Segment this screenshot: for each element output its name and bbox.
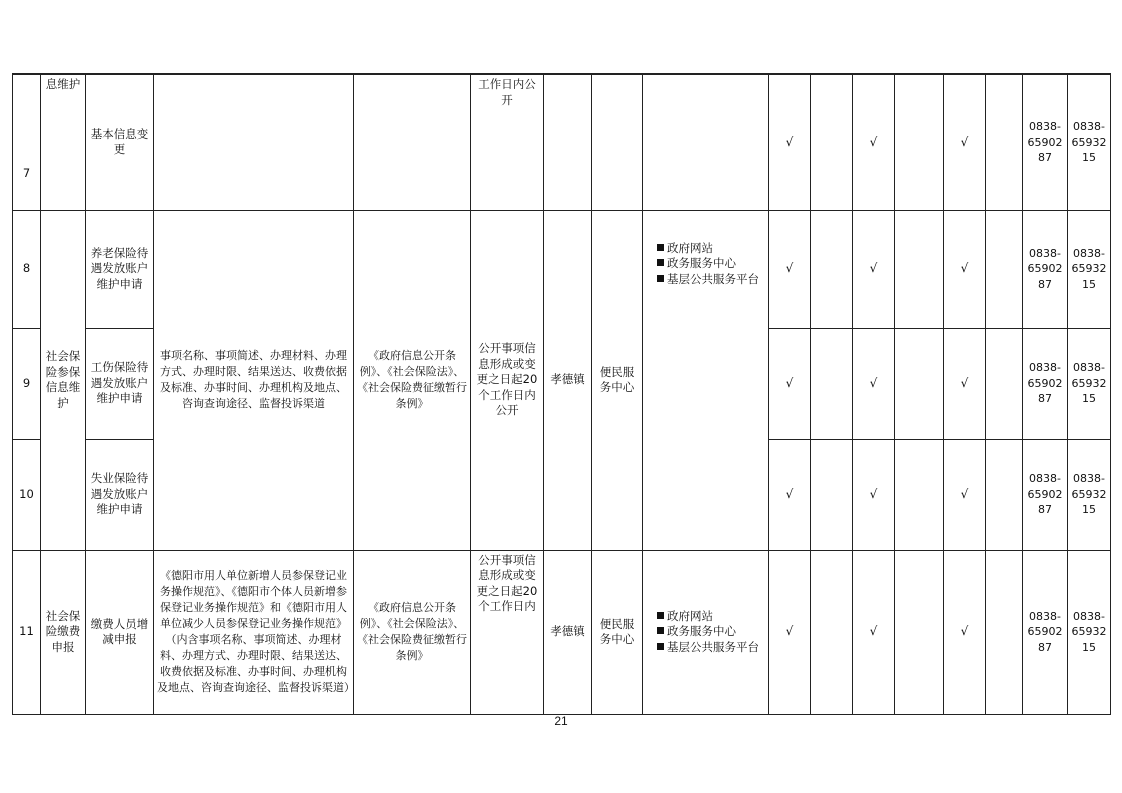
square-bullet-icon	[657, 244, 664, 251]
phone-number: 0838-6590287	[1023, 550, 1068, 714]
empty-cell	[986, 550, 1023, 714]
phone-number: 0838-6593215	[1068, 74, 1111, 210]
content-cell: 事项名称、事项简述、办理材料、办理方式、办理时限、结果送达、收费依据及标准、办事时间、办理机构及地点、咨询查询途径、监督投诉渠道	[154, 210, 354, 550]
channel-item: 基层公共服务平台	[657, 640, 765, 656]
check-mark: √	[853, 328, 895, 439]
form-cell	[592, 74, 643, 210]
channel-item: 政府网站	[657, 241, 765, 257]
content-cell	[154, 74, 354, 210]
table-row	[13, 210, 1111, 328]
empty-cell	[811, 550, 853, 714]
square-bullet-icon	[657, 627, 664, 634]
disclosure-table	[12, 73, 1111, 715]
empty-cell	[986, 328, 1023, 439]
check-mark: √	[944, 328, 986, 439]
form-cell: 便民服务中心	[592, 550, 643, 714]
phone-number: 0838-6593215	[1068, 210, 1111, 328]
check-mark: √	[769, 439, 811, 550]
square-bullet-icon	[657, 612, 664, 619]
item-cell: 工伤保险待遇发放账户维护申请	[86, 328, 154, 439]
check-mark: √	[769, 74, 811, 210]
square-bullet-icon	[657, 259, 664, 266]
category-cell: 息维护	[41, 74, 86, 210]
empty-cell	[986, 439, 1023, 550]
check-mark: √	[853, 210, 895, 328]
row-number: 9	[13, 328, 41, 439]
check-mark: √	[944, 74, 986, 210]
empty-cell	[986, 74, 1023, 210]
channel-cell	[643, 550, 769, 714]
check-mark: √	[944, 210, 986, 328]
empty-cell	[895, 210, 944, 328]
basis-cell: 《政府信息公开条例》、《社会保险法》、《社会保险费征缴暂行条例》	[354, 210, 471, 550]
page-number: 21	[554, 714, 568, 728]
channel-item: 基层公共服务平台	[657, 272, 765, 288]
subject-cell: 孝德镇	[544, 550, 592, 714]
check-mark: √	[944, 439, 986, 550]
row-number: 7	[13, 74, 41, 210]
time-limit-cell: 工作日内公开	[471, 74, 544, 210]
check-mark: √	[853, 550, 895, 714]
category-cell: 社会保险参保信息维护	[41, 210, 86, 550]
empty-cell	[811, 439, 853, 550]
item-cell: 养老保险待遇发放账户维护申请	[86, 210, 154, 328]
empty-cell	[895, 439, 944, 550]
empty-cell	[895, 328, 944, 439]
basis-cell	[354, 74, 471, 210]
phone-number: 0838-6590287	[1023, 439, 1068, 550]
table-row	[13, 550, 1111, 714]
phone-number: 0838-6590287	[1023, 210, 1068, 328]
subject-cell: 孝德镇	[544, 210, 592, 550]
channel-item: 政务服务中心	[657, 624, 765, 640]
check-mark: √	[769, 210, 811, 328]
channel-item: 政府网站	[657, 609, 765, 625]
table-row	[13, 74, 1111, 210]
row-number: 10	[13, 439, 41, 550]
phone-number: 0838-6593215	[1068, 550, 1111, 714]
item-cell: 缴费人员增减申报	[86, 550, 154, 714]
time-limit-cell: 公开事项信息形成或变更之日起20个工作日内	[471, 550, 544, 714]
subject-cell	[544, 74, 592, 210]
time-limit-cell: 公开事项信息形成或变更之日起20个工作日内公开	[471, 210, 544, 550]
square-bullet-icon	[657, 643, 664, 650]
check-mark: √	[769, 550, 811, 714]
channel-cell	[643, 74, 769, 210]
empty-cell	[811, 210, 853, 328]
row-number: 8	[13, 210, 41, 328]
square-bullet-icon	[657, 275, 664, 282]
empty-cell	[811, 328, 853, 439]
empty-cell	[895, 74, 944, 210]
form-cell: 便民服务中心	[592, 210, 643, 550]
channel-item: 政务服务中心	[657, 256, 765, 272]
check-mark: √	[853, 74, 895, 210]
phone-number: 0838-6593215	[1068, 439, 1111, 550]
phone-number: 0838-6590287	[1023, 328, 1068, 439]
category-cell: 社会保险缴费申报	[41, 550, 86, 714]
empty-cell	[811, 74, 853, 210]
phone-number: 0838-6590287	[1023, 74, 1068, 210]
empty-cell	[895, 550, 944, 714]
check-mark: √	[769, 328, 811, 439]
item-cell: 基本信息变更	[86, 74, 154, 210]
item-cell: 失业保险待遇发放账户维护申请	[86, 439, 154, 550]
check-mark: √	[853, 439, 895, 550]
empty-cell	[986, 210, 1023, 328]
check-mark: √	[944, 550, 986, 714]
channel-cell	[643, 210, 769, 550]
row-number: 11	[13, 550, 41, 714]
phone-number: 0838-6593215	[1068, 328, 1111, 439]
basis-cell: 《政府信息公开条例》、《社会保险法》、《社会保险费征缴暂行条例》	[354, 550, 471, 714]
content-cell: 《德阳市用人单位新增人员参保登记业务操作规范》、《德阳市个体人员新增参保登记业务操作规范》和《德阳市用人单位减少人员参保登记业务操作规范》（内含事项名称、事项简述、办理材料、办理方式、办理时限、结果送达、收费依据及标准、办事时间、办理机构及地点、咨询查询途径、监督投诉渠道）	[154, 550, 354, 714]
